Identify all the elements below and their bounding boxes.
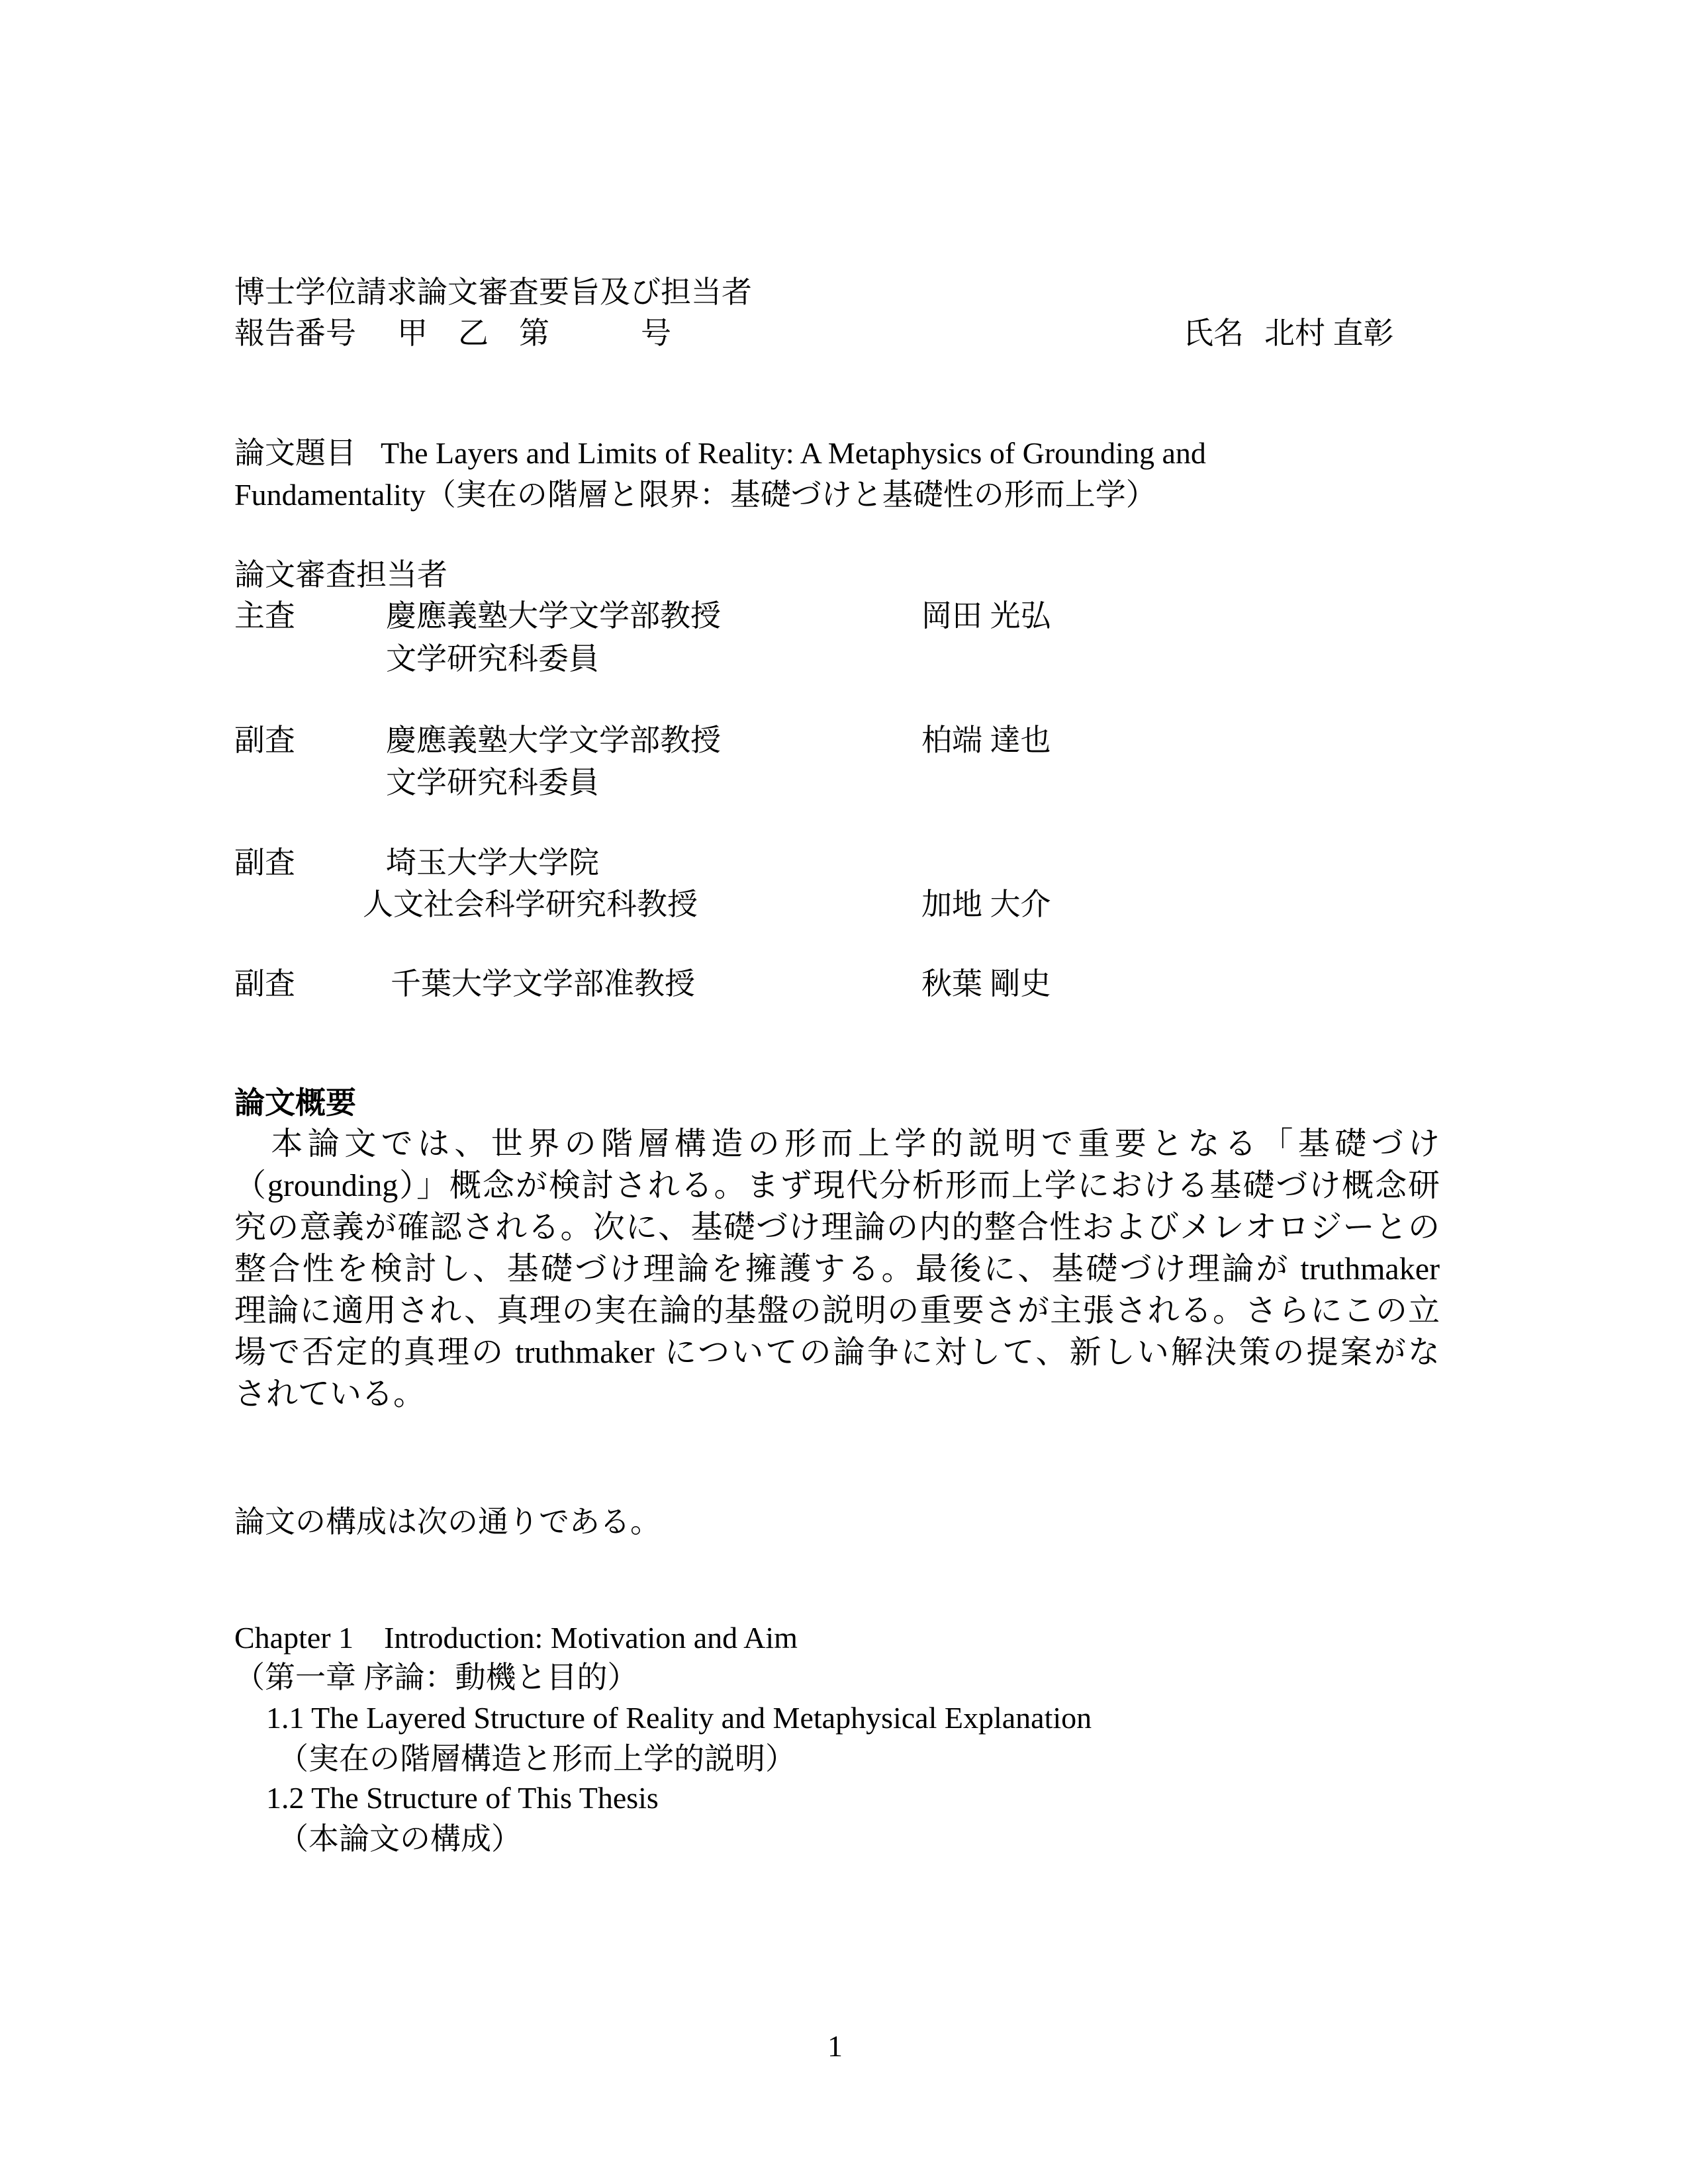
committee-role: 主査 [234, 599, 295, 633]
section-title-ja: （本論文の構成） [278, 1822, 522, 1856]
chapter-title: Chapter 1 Introduction: Motivation and Aim [234, 1621, 798, 1655]
structure-intro: 論文の構成は次の通りである。 [234, 1505, 661, 1539]
committee-affiliation: 千葉大学文学部准教授 [391, 967, 695, 1001]
page-number: 1 [827, 2029, 843, 2063]
committee-role: 副査 [234, 846, 295, 880]
report-number-label: 報告番号 [234, 316, 356, 350]
thesis-title-line2: Fundamentality（実在の階層と限界：基礎づけと基礎性の形而上学） [234, 478, 1156, 512]
summary-line: されている。 [234, 1377, 426, 1412]
committee-name: 加地 大介 [921, 887, 1051, 921]
author-name: 北村 直彰 [1264, 316, 1394, 350]
committee-heading: 論文審査担当者 [234, 558, 447, 592]
committee-affiliation: 人文社会科学研究科教授 [363, 887, 698, 921]
thesis-title-line1: The Layers and Limits of Reality: A Metaphysics of Grounding and [381, 436, 1206, 470]
section-title-ja: （実在の階層構造と形而上学的説明） [278, 1742, 796, 1776]
committee-affiliation: 慶應義塾大学文学部教授 [386, 599, 721, 633]
document-title: 博士学位請求論文審査要旨及び担当者 [234, 275, 752, 309]
summary-line: 究の意義が確認される。次に、基礎づけ理論の内的整合性およびメレオロジーとの [234, 1210, 1440, 1245]
committee-affiliation: 文学研究科委員 [386, 642, 599, 676]
committee-affiliation: 埼玉大学大学院 [386, 846, 599, 880]
committee-name: 柏端 達也 [921, 723, 1051, 757]
committee-role: 副査 [234, 967, 295, 1001]
report-number-value: 甲 乙 第 号 [397, 316, 671, 350]
section-title: 1.2 The Structure of This Thesis [266, 1781, 659, 1815]
name-label: 氏名 [1183, 316, 1244, 350]
summary-line: 場で否定的真理の truthmaker についての論争に対して、新しい解決策の提案がな [234, 1335, 1440, 1370]
summary-heading: 論文概要 [234, 1086, 356, 1120]
chapter-title-ja: （第一章 序論：動機と目的） [234, 1661, 638, 1694]
summary-line: 本論文では、世界の階層構造の形而上学的説明で重要となる「基礎づけ [234, 1126, 1440, 1161]
summary-line: 理論に適用され、真理の実在論的基盤の説明の重要さが主張される。さらにこの立 [234, 1293, 1440, 1328]
summary-line: 整合性を検討し、基礎づけ理論を擁護する。最後に、基礎づけ理論が truthmaker [234, 1251, 1440, 1287]
thesis-title-label: 論文題目 [234, 436, 356, 470]
committee-name: 秋葉 剛史 [921, 967, 1051, 1001]
section-title: 1.1 The Layered Structure of Reality and Metaphysical Explanation [266, 1701, 1092, 1735]
committee-affiliation: 文学研究科委員 [386, 766, 599, 799]
committee-affiliation: 慶應義塾大学文学部教授 [386, 723, 721, 757]
committee-name: 岡田 光弘 [921, 599, 1051, 633]
committee-role: 副査 [234, 723, 295, 757]
summary-line: （grounding）」概念が検討される。まず現代分析形而上学における基礎づけ概念研 [234, 1168, 1440, 1203]
